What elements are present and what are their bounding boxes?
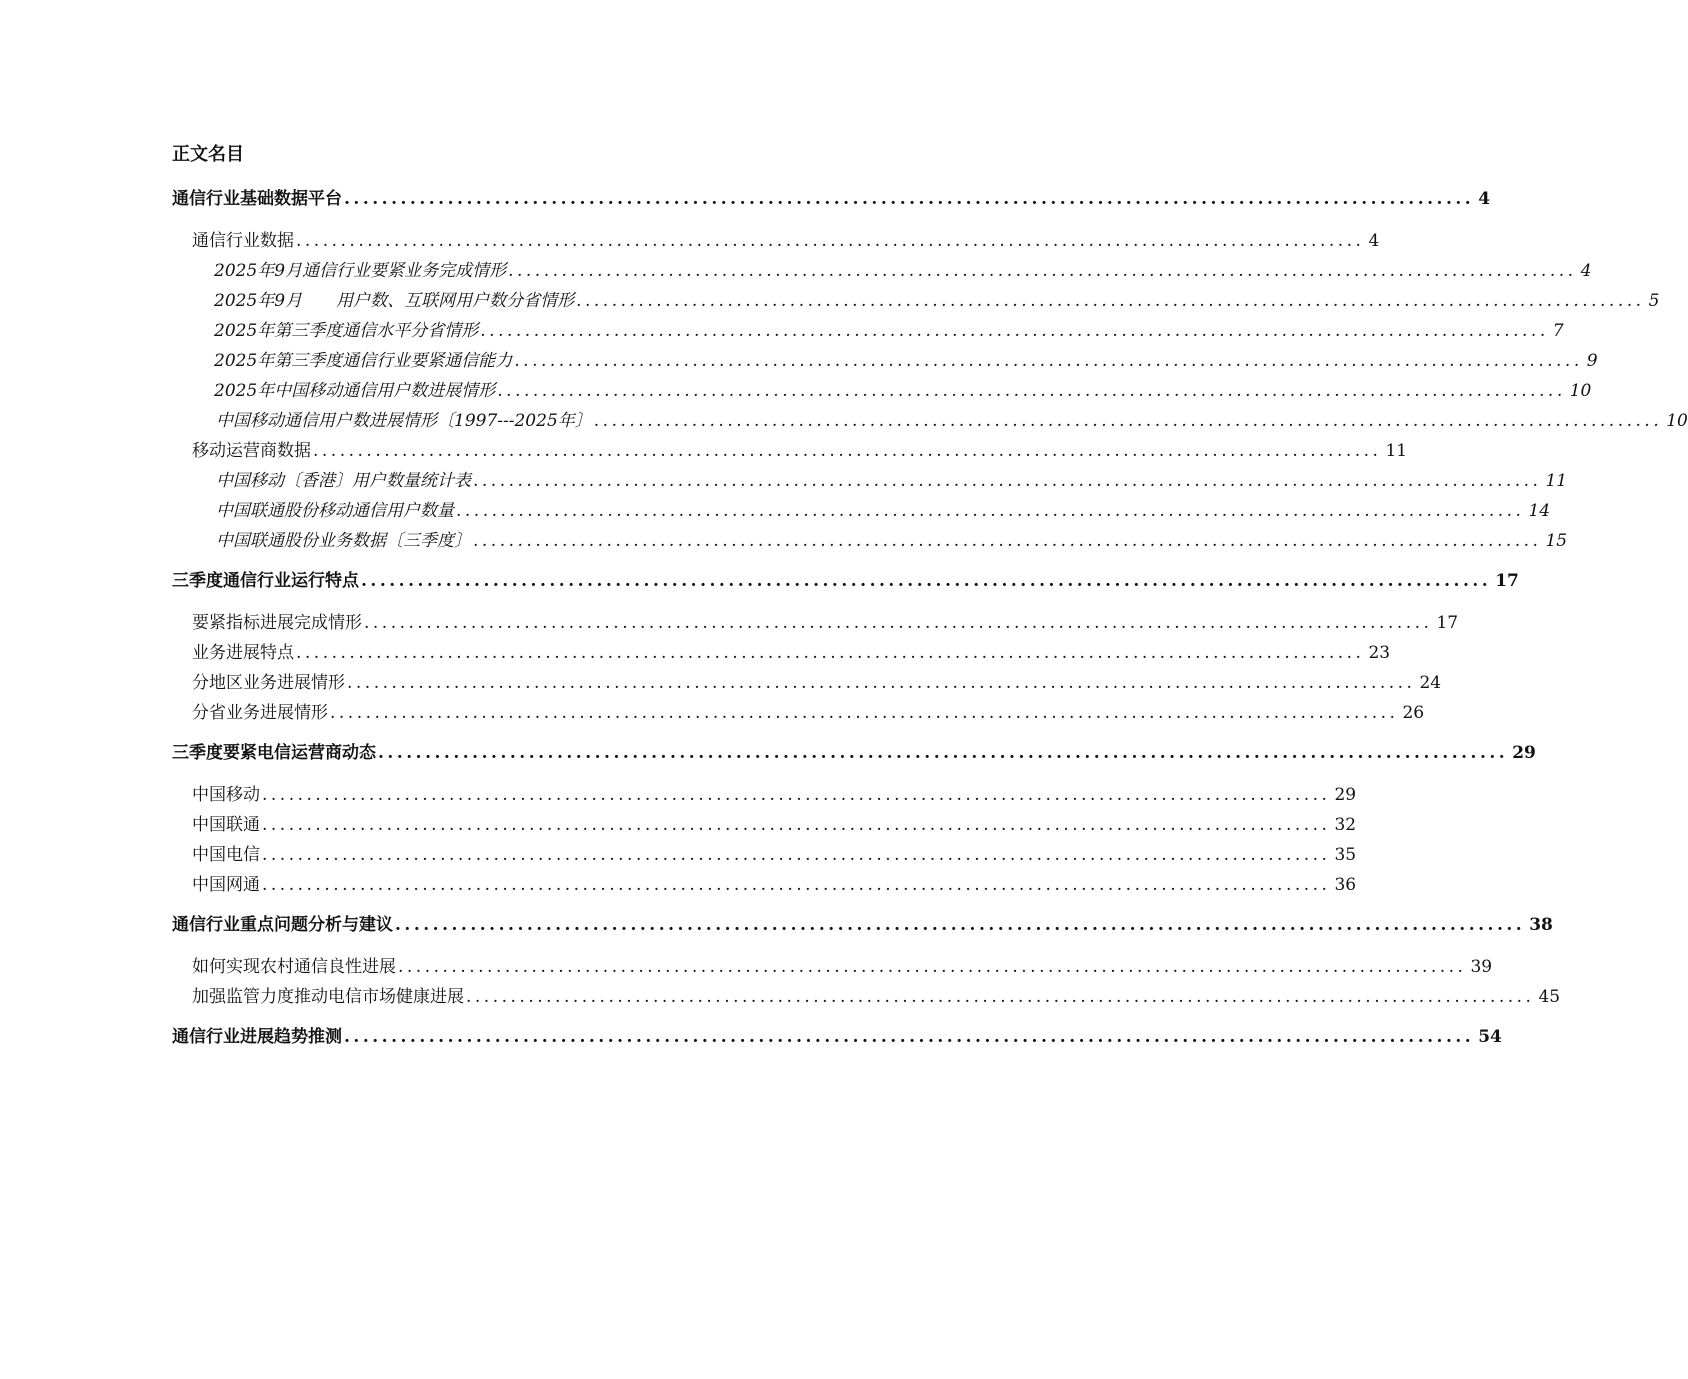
toc-entry-subsection[interactable] [192, 611, 1459, 635]
toc-leader-dots: ........................................................................................................................ [330, 703, 1399, 723]
toc-entry-label: 加强监管力度推动电信市场健康进展 [192, 987, 464, 1007]
toc-entry-section-5[interactable] [172, 1025, 1502, 1049]
toc-entry-page-number: 23 [1368, 643, 1391, 663]
toc-entry-subsection[interactable] [192, 671, 1442, 695]
toc-entry-section-4[interactable] [172, 913, 1553, 937]
toc-entry-page-number: 35 [1334, 845, 1357, 865]
toc-entry-page-number: 4 [1478, 189, 1491, 209]
toc-entry-page-number: 11 [1385, 441, 1408, 461]
toc-entry-page-number: 4 [1368, 231, 1380, 251]
toc-entry-label: 如何实现农村通信良性进展 [192, 957, 396, 977]
toc-entry-page-number: 45 [1538, 987, 1561, 1007]
toc-leader-dots: ........................................................................................................................ [313, 441, 1382, 461]
toc-entry-page-number: 11 [1545, 471, 1568, 491]
toc-leader-dots: ........................................................................................................................ [576, 291, 1645, 311]
toc-leader-dots: ........................................................................................................................ [480, 321, 1549, 341]
toc-entry-label: 要紧指标进展完成情形 [192, 613, 362, 633]
toc-entry-subsection[interactable] [192, 229, 1380, 253]
toc-entry-label: 中国联通 [192, 815, 260, 835]
toc-entry-page-number: 4 [1580, 261, 1592, 281]
toc-entry-label: 中国移动通信用户数进展情形〔1997---2025年〕 [216, 411, 592, 431]
toc-entry-subsection[interactable] [192, 873, 1357, 897]
toc-entry-section-1[interactable] [172, 187, 1491, 211]
toc-leader-dots: ........................................................................................................................ [344, 1027, 1475, 1047]
toc-entry-item[interactable] [214, 319, 1564, 343]
toc-entry-label: 中国电信 [192, 845, 260, 865]
toc-leader-dots: ........................................................................................................................ [262, 845, 1331, 865]
toc-entry-page-number: 17 [1495, 571, 1519, 591]
toc-entry-label: 三季度要紧电信运营商动态 [172, 743, 376, 763]
toc-entry-page-number: 36 [1334, 875, 1357, 895]
toc-entry-page-number: 10 [1666, 411, 1688, 431]
toc-entry-page-number: 39 [1470, 957, 1493, 977]
toc-entry-item[interactable] [214, 259, 1592, 283]
toc-leader-dots: ........................................................................................................................ [296, 643, 1365, 663]
toc-entry-item[interactable] [216, 469, 1568, 493]
toc-entry-subsection[interactable] [192, 439, 1408, 463]
toc-entry-subsection[interactable] [192, 641, 1391, 665]
toc-entry-label: 中国联通股份移动通信用户数量 [216, 501, 454, 521]
toc-entry-subsection[interactable] [192, 843, 1357, 867]
toc-leader-dots: ........................................................................................................................ [473, 531, 1542, 551]
toc-entry-item[interactable] [214, 349, 1598, 373]
toc-entry-page-number: 29 [1334, 785, 1357, 805]
toc-entry-label: 移动运营商数据 [192, 441, 311, 461]
toc-entry-item[interactable] [214, 289, 1660, 313]
toc-entry-label: 业务进展特点 [192, 643, 294, 663]
page-title: 正文名目 [172, 144, 244, 165]
toc-entry-item[interactable] [216, 499, 1551, 523]
toc-leader-dots: ........................................................................................................................ [395, 915, 1526, 935]
toc-leader-dots: ........................................................................................................................ [262, 815, 1331, 835]
toc-entry-subsection[interactable] [192, 985, 1561, 1009]
toc-leader-dots: ........................................................................................................................ [473, 471, 1542, 491]
toc-entry-page-number: 29 [1512, 743, 1536, 763]
toc-entry-section-3[interactable] [172, 741, 1536, 765]
toc-entry-item[interactable] [216, 409, 1688, 433]
toc-entry-label: 2025年第三季度通信水平分省情形 [214, 321, 479, 341]
toc-entry-label: 2025年9月 用户数、互联网用户数分省情形 [214, 291, 575, 311]
toc-entry-label: 中国网通 [192, 875, 260, 895]
toc-leader-dots: ........................................................................................................................ [344, 189, 1475, 209]
toc-entry-label: 2025年第三季度通信行业要紧通信能力 [214, 351, 513, 371]
toc-entry-subsection[interactable] [192, 783, 1357, 807]
toc-entry-page-number: 24 [1419, 673, 1442, 693]
toc-entry-page-number: 54 [1478, 1027, 1502, 1047]
toc-leader-dots: ........................................................................................................................ [508, 261, 1577, 281]
toc-leader-dots: ........................................................................................................................ [456, 501, 1525, 521]
toc-entry-label: 中国联通股份业务数据〔三季度〕 [216, 531, 471, 551]
toc-entry-section-2[interactable] [172, 569, 1519, 593]
toc-entry-subsection[interactable] [192, 813, 1357, 837]
toc-entry-label: 通信行业基础数据平台 [172, 189, 342, 209]
toc-leader-dots: ........................................................................................................................ [262, 875, 1331, 895]
toc-leader-dots: ........................................................................................................................ [466, 987, 1535, 1007]
toc-entry-label: 中国移动 [192, 785, 260, 805]
toc-entry-page-number: 32 [1334, 815, 1357, 835]
toc-entry-label: 2025年中国移动通信用户数进展情形 [214, 381, 496, 401]
toc-entry-item[interactable] [216, 529, 1568, 553]
toc-entry-page-number: 26 [1402, 703, 1425, 723]
toc-leader-dots: ........................................................................................................................ [593, 411, 1663, 431]
toc-entry-page-number: 10 [1569, 381, 1592, 401]
toc-entry-page-number: 15 [1545, 531, 1568, 551]
toc-entry-subsection[interactable] [192, 701, 1425, 725]
toc-entry-page-number: 17 [1436, 613, 1459, 633]
toc-leader-dots: ........................................................................................................................ [514, 351, 1583, 371]
toc-entry-item[interactable] [214, 379, 1592, 403]
toc-leader-dots: ........................................................................................................................ [398, 957, 1467, 977]
toc-entry-label: 2025年9月通信行业要紧业务完成情形 [214, 261, 507, 281]
toc-entry-page-number: 14 [1528, 501, 1551, 521]
toc-leader-dots: ........................................................................................................................ [262, 785, 1331, 805]
toc-leader-dots: ........................................................................................................................ [347, 673, 1416, 693]
toc-entry-label: 通信行业进展趋势推测 [172, 1027, 342, 1047]
toc-leader-dots: ........................................................................................................................ [364, 613, 1433, 633]
toc-leader-dots: ........................................................................................................................ [497, 381, 1566, 401]
toc-entry-page-number: 5 [1648, 291, 1660, 311]
toc-entry-label: 三季度通信行业运行特点 [172, 571, 359, 591]
toc-entry-label: 分省业务进展情形 [192, 703, 328, 723]
toc-leader-dots: ........................................................................................................................ [361, 571, 1492, 591]
toc-entry-page-number: 38 [1529, 915, 1553, 935]
toc-entry-page-number: 9 [1586, 351, 1598, 371]
toc-entry-label: 中国移动〔香港〕用户数量统计表 [216, 471, 471, 491]
toc-leader-dots: ........................................................................................................................ [296, 231, 1365, 251]
toc-entry-subsection[interactable] [192, 955, 1493, 979]
toc-leader-dots: ........................................................................................................................ [378, 743, 1509, 763]
toc-entry-label: 分地区业务进展情形 [192, 673, 345, 693]
toc-entry-page-number: 7 [1552, 321, 1564, 341]
toc-entry-label: 通信行业数据 [192, 231, 294, 251]
toc-entry-label: 通信行业重点问题分析与建议 [172, 915, 393, 935]
